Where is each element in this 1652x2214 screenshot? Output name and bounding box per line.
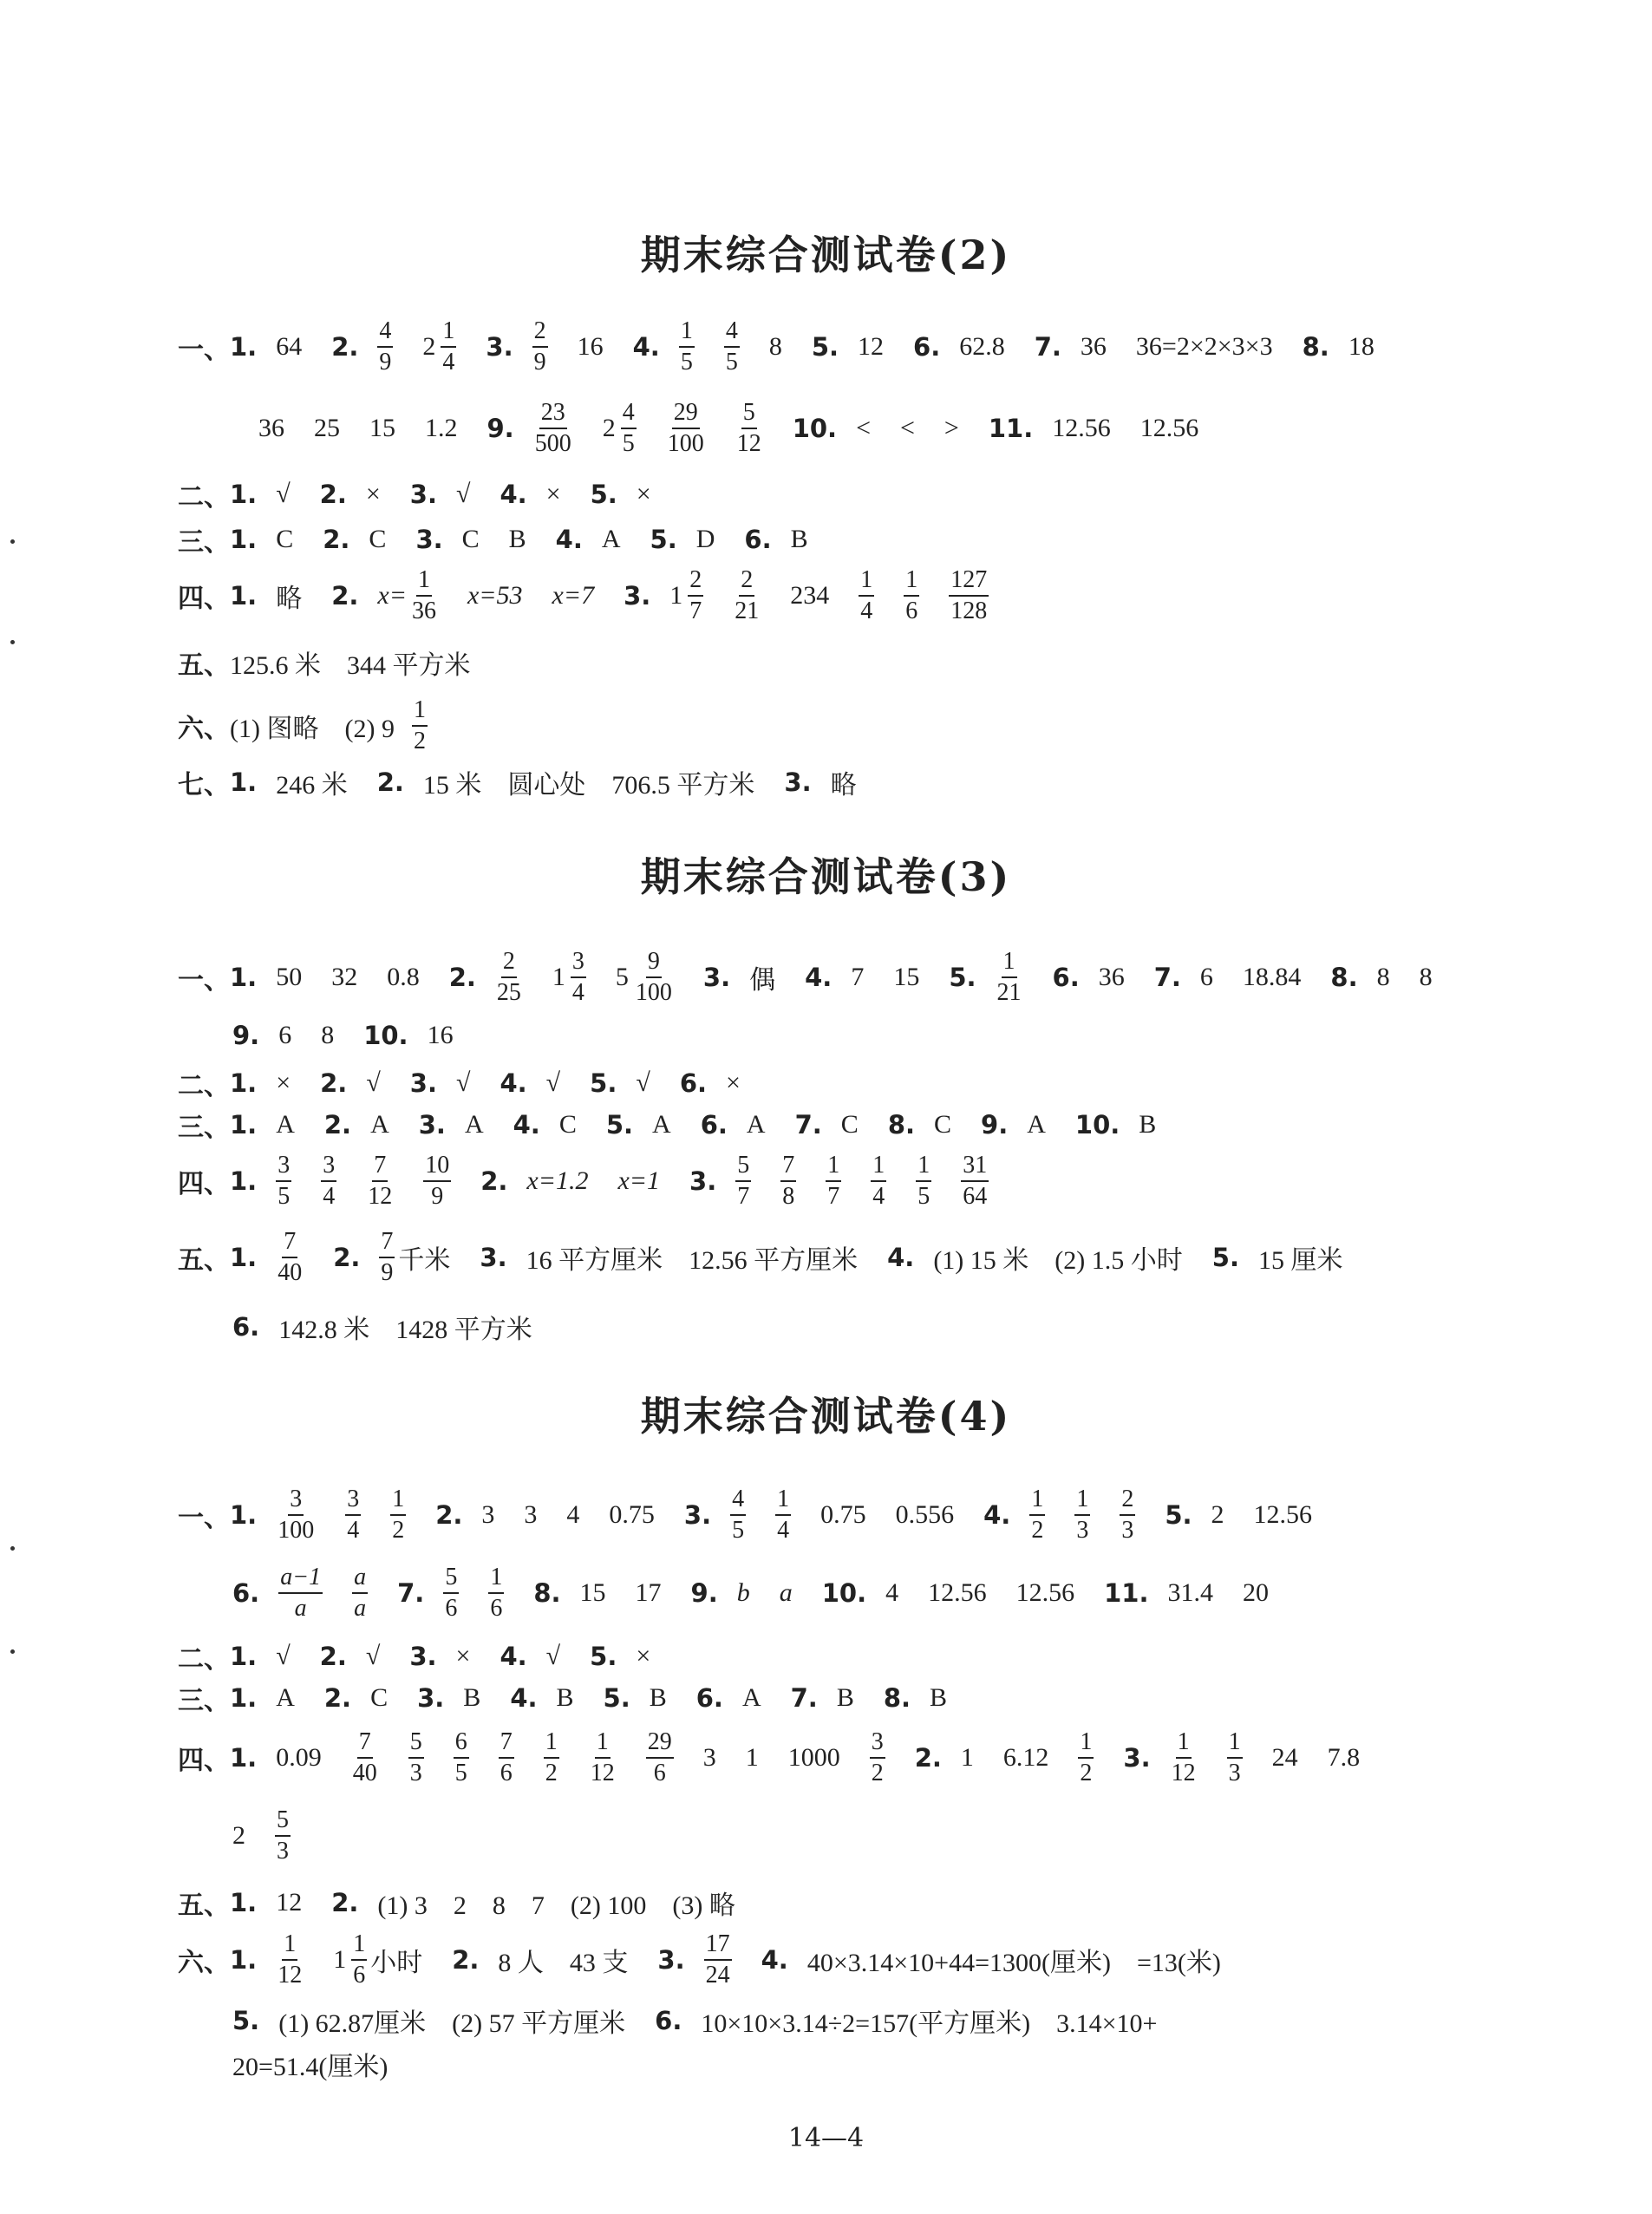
t4-part3: 三、 1. A 2. C 3. B 4. B 5. B 6. A 7. B 8. B	[178, 1683, 948, 1716]
fraction: $\frac{5}{7}$	[737, 1152, 750, 1210]
t4-part1-line2: 6. $\frac{a-1}{a}$ $\frac{a}{a}$ 7. $\frac{5}{6}$ $\frac{1}{6}$ 8. 15 17 9. b a 10. 4 12.56 12.56 11. 31.4 20	[232, 1564, 1269, 1622]
fraction: $\frac{7}{8}$	[782, 1152, 795, 1210]
fraction: $\frac{29}{100}$	[667, 399, 704, 457]
fraction: $\frac{1}{7}$	[827, 1152, 840, 1210]
fraction: $\frac{5}{3}$	[277, 1806, 289, 1865]
fraction: $\frac{1}{6}$	[905, 566, 918, 624]
scan-dot	[10, 539, 15, 544]
mixed-number: 2 $\frac{1}{4}$	[422, 317, 455, 376]
fraction: $\frac{1}{2}$	[545, 1728, 558, 1786]
fraction: $\frac{17}{24}$	[705, 1930, 730, 1989]
fraction: $\frac{10}{9}$	[425, 1152, 450, 1210]
t2-part1-line1: 一、 1. 64 2. $\frac{4}{9}$ 2 $\frac{1}{4}$ 3. $\frac{2}{9}$ 16 4. $\frac{1}{5}$ $\frac{4}{5}$ 8 5. 12 6. 62.8 7. 36 36=2×2×3×3 8. 18	[178, 317, 1374, 376]
t4-part4-line1: 四、 1. 0.09 $\frac{7}{40}$ $\frac{5}{3}$ $\frac{6}{5}$ $\frac{7}{6}$ $\frac{1}{2}$ $\frac{1}{12}$ $\frac{29}{6}$ 3 1 1000 $\frac{3}{2}$ 2. 1 6.12 $\frac{1}{2}$ 3. $\frac{1}{12}$ $\frac{1}{3}$ 24 7.8	[178, 1728, 1361, 1786]
fraction: $\frac{1}{2}$	[1031, 1486, 1044, 1544]
fraction: $\frac{7}{40}$	[278, 1228, 303, 1286]
page-number: 14—4	[787, 2123, 865, 2153]
t4-part6-line1: 六、 1. $\frac{1}{12}$ 1 $\frac{1}{6}$ 小时 2. 8 人 43 支 3. $\frac{17}{24}$ 4. 40×3.14×10+44=1300(厘米) =13(米)	[178, 1930, 1221, 1989]
fraction: $\frac{127}{128}$	[950, 566, 988, 624]
t2-part2: 二、 1. √ 2. × 3. √ 4. × 5. ×	[178, 480, 651, 513]
t2-part6: 六、 (1) 图略 (2) 9 $\frac{1}{2}$	[178, 696, 426, 754]
fraction: $\frac{1}{36}$	[411, 566, 436, 624]
t4-part4-line2: 2 $\frac{5}{3}$	[232, 1806, 289, 1865]
fraction: $\frac{1}{2}$	[1080, 1728, 1093, 1786]
fraction: $\frac{a}{a}$	[354, 1564, 367, 1622]
t3-part5-line1: 五、 1. $\frac{7}{40}$ 2. $\frac{7}{9}$ 千米 3. 16 平方厘米 12.56 平方厘米 4. (1) 15 米 (2) 1.5 小时 5. 15 厘米	[178, 1228, 1343, 1286]
fraction: $\frac{2}{9}$	[533, 317, 546, 376]
section-title-test-4: 期末综合测试卷(4)	[640, 1393, 1012, 1440]
scan-dot	[10, 1546, 15, 1551]
t3-part4: 四、 1. $\frac{3}{5}$ $\frac{3}{4}$ $\frac{7}{12}$ $\frac{10}{9}$ 2. x=1.2 x=1 3. $\frac{5}{7}$ $\frac{7}{8}$ $\frac{1}{7}$ $\frac{1}{4}$ $\frac{1}{5}$ $\frac{31}{64}$	[178, 1152, 988, 1210]
t2-part1-line2: 36 25 15 1.2 9. $\frac{23}{500}$ 2 $\frac{4}{5}$ $\frac{29}{100}$ $\frac{5}{12}$ 10. < < > 11. 12.56 12.56	[258, 399, 1199, 457]
t3-part5-line2: 6. 142.8 米 1428 平方米	[232, 1312, 532, 1344]
t3-part1-line1: 一、 1. 50 32 0.8 2. $\frac{2}{25}$ 1 $\frac{3}{4}$ 5 $\frac{9}{100}$ 3. 偶 4. 7 15 5. $\frac{1}{21}$ 6. 36 7. 6 18.84 8. 8 8	[178, 948, 1433, 1006]
fraction: $\frac{3}{5}$	[278, 1152, 291, 1210]
fraction: $\frac{1}{3}$	[1076, 1486, 1089, 1544]
fraction: $\frac{1}{5}$	[917, 1152, 930, 1210]
fraction: $\frac{1}{2}$	[392, 1486, 405, 1544]
fraction: $\frac{1}{12}$	[1171, 1728, 1196, 1786]
fraction: $\frac{1}{12}$	[590, 1728, 615, 1786]
t4-part6-line2: 5. (1) 62.87厘米 (2) 57 平方厘米 6. 10×10×3.14÷2=157(平方厘米) 3.14×10+	[232, 2006, 1158, 2038]
t3-part3: 三、 1. A 2. A 3. A 4. C 5. A 6. A 7. C 8. C 9. A 10. B	[178, 1110, 1157, 1143]
fraction: $\frac{3}{4}$	[347, 1486, 360, 1544]
fraction: $\frac{3}{100}$	[278, 1486, 315, 1544]
fraction: $\frac{2}{25}$	[496, 948, 521, 1006]
fraction: $\frac{3}{2}$	[871, 1728, 884, 1786]
t2-part7: 七、 1. 246 米 2. 15 米 圆心处 706.5 平方米 3. 略	[178, 767, 857, 800]
fraction: $\frac{1}{12}$	[278, 1930, 303, 1989]
fraction: $\frac{1}{4}$	[777, 1486, 790, 1544]
mixed-number: 2 $\frac{4}{5}$	[602, 399, 635, 457]
fraction: $\frac{31}{64}$	[963, 1152, 988, 1210]
section-title-test-3: 期末综合测试卷(3)	[640, 853, 1012, 900]
t4-part1-line1: 一、 1. $\frac{3}{100}$ $\frac{3}{4}$ $\frac{1}{2}$ 2. 3 3 4 0.75 3. $\frac{4}{5}$ $\frac{1}{4}$ 0.75 0.556 4. $\frac{1}{2}$ $\frac{1}{3}$ $\frac{2}{3}$ 5. 2 12.56	[178, 1486, 1313, 1544]
section-title-test-2: 期末综合测试卷(2)	[640, 232, 1012, 278]
t4-part5: 五、 1. 12 2. (1) 3 2 8 7 (2) 100 (3) 略	[178, 1888, 735, 1921]
fraction: $\frac{5}{6}$	[445, 1564, 458, 1622]
fraction: $\frac{2}{21}$	[735, 566, 760, 624]
t4-part2: 二、 1. √ 2. √ 3. × 4. √ 5. ×	[178, 1642, 651, 1675]
t3-part2: 二、 1. × 2. √ 3. √ 4. √ 5. √ 6. ×	[178, 1068, 741, 1101]
fraction: $\frac{6}{5}$	[454, 1728, 467, 1786]
mixed-number: 1 $\frac{2}{7}$	[669, 566, 702, 624]
t3-part1-line2: 9. 6 8 10. 16	[232, 1021, 454, 1050]
mixed-number: 1 $\frac{1}{6}$	[333, 1930, 366, 1989]
fraction: $\frac{7}{6}$	[500, 1728, 513, 1786]
fraction: $\frac{1}{21}$	[996, 948, 1022, 1006]
fraction: $\frac{5}{3}$	[409, 1728, 422, 1786]
fraction: $\frac{3}{4}$	[323, 1152, 336, 1210]
mixed-number: 1 $\frac{3}{4}$	[552, 948, 584, 1006]
fraction: $\frac{4}{5}$	[725, 317, 738, 376]
scan-dot	[10, 1649, 15, 1654]
fraction: $\frac{4}{5}$	[732, 1486, 745, 1544]
fraction: $\frac{1}{4}$	[872, 1152, 885, 1210]
fraction: $\frac{2}{3}$	[1121, 1486, 1134, 1544]
fraction: $\frac{1}{4}$	[860, 566, 873, 624]
fraction: $\frac{7}{9}$	[381, 1228, 394, 1286]
fraction: $\frac{1}{2}$	[413, 696, 426, 754]
t2-part3: 三、 1. C 2. C 3. C B 4. A 5. D 6. B	[178, 525, 808, 558]
fraction: $\frac{1}{6}$	[490, 1564, 503, 1622]
t2-part4: 四、 1. 略 2. x= $\frac{1}{36}$ x=53 x=7 3. 1 $\frac{2}{7}$ $\frac{2}{21}$ 234 $\frac{1}{4}$ $\frac{1}{6}$ $\frac{127}{128}$	[178, 566, 988, 624]
fraction: $\frac{7}{40}$	[352, 1728, 377, 1786]
fraction: $\frac{1}{5}$	[680, 317, 693, 376]
fraction: $\frac{4}{9}$	[379, 317, 392, 376]
scan-dot	[10, 640, 15, 644]
fraction: $\frac{29}{6}$	[647, 1728, 672, 1786]
mixed-number: 5 $\frac{9}{100}$	[615, 948, 672, 1006]
fraction: $\frac{7}{12}$	[368, 1152, 393, 1210]
fraction: $\frac{a-1}{a}$	[280, 1564, 322, 1622]
t2-part5: 五、 125.6 米 344 平方米	[178, 650, 471, 681]
fraction: $\frac{5}{12}$	[736, 399, 761, 457]
fraction: $\frac{1}{3}$	[1228, 1728, 1241, 1786]
t4-part6-line3: 20=51.4(厘米)	[232, 2053, 389, 2081]
fraction: $\frac{23}{500}$	[534, 399, 571, 457]
